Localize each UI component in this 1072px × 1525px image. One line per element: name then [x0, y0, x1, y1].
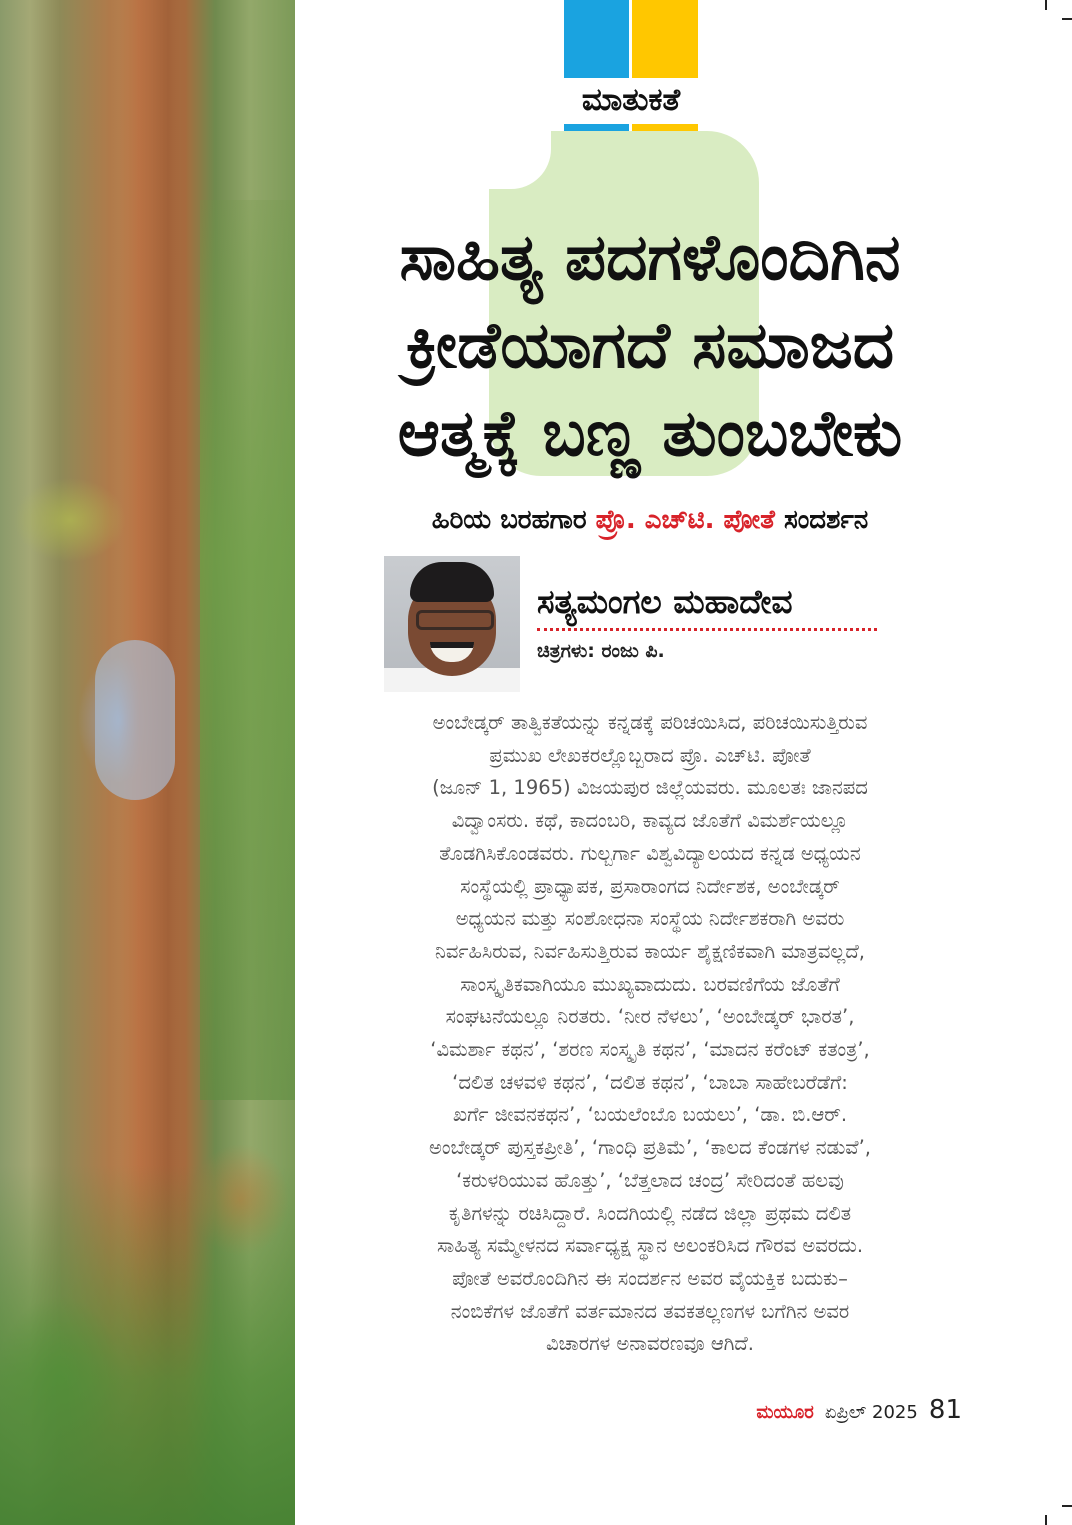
foliage-blur: [200, 200, 295, 1100]
headline: [300, 214, 1000, 478]
author-hair: [410, 562, 494, 602]
headline-line-1: ಸಾಹಿತ್ಯ ಪದಗಳೊಂದಿಗಿನ: [399, 221, 901, 295]
intro-line: ಸಾಹಿತ್ಯ ಸಮ್ಮೇಳನದ ಸರ್ವಾಧ್ಯಕ್ಷ ಸ್ಥಾನ ಅಲಂಕರಿಸಿದ ಗೌರವ ಅವರದು.: [436, 1234, 864, 1258]
issue-date: ಏಪ್ರಿಲ್ 2025: [824, 1402, 918, 1423]
intro-line: ನಿರ್ವಹಿಸಿರುವ, ನಿರ್ವಹಿಸುತ್ತಿರುವ ಕಾರ್ಯ ಶೈಕ್ಷಣಿಕವಾಗಿ ಮಾತ್ರವಲ್ಲದೆ,: [435, 939, 865, 963]
crop-mark-top: [1045, 0, 1047, 10]
logo-blue-block: [564, 0, 629, 78]
author-name: ಸತ್ಯಮಂಗಲ ಮಹಾದೇವ: [537, 582, 793, 621]
crop-mark-right-top: [1062, 18, 1072, 20]
magazine-name: ಮಯೂರ: [756, 1402, 814, 1423]
author-glasses: [416, 610, 494, 630]
subtitle-suffix: ಸಂದರ್ಶನ: [783, 505, 869, 535]
crop-mark-bottom: [1045, 1515, 1047, 1525]
intro-line: ಕೃತಿಗಳನ್ನು ರಚಿಸಿದ್ದಾರೆ. ಸಿಂದಗಿಯಲ್ಲಿ ನಡೆದ ಜಿಲ್ಲಾ ಪ್ರಥಮ ದಲಿತ: [448, 1201, 852, 1225]
garden-photo: [0, 0, 295, 1525]
author-photo: [384, 556, 520, 692]
intro-line: ‘ವಿಮರ್ಶಾ ಕಥನ’, ‘ಶರಣ ಸಂಸ್ಕೃತಿ ಕಥನ’, ‘ಮಾದನ ಕರೆಂಟ್ ಕತಂತ್ರ’,: [430, 1038, 870, 1062]
intro-line: ಪ್ರಮುಖ ಲೇಖಕರಲ್ಲೊಬ್ಬರಾದ ಪ್ರೊ. ಎಚ್‌ಟಿ. ಪೋತೆ: [489, 743, 811, 767]
intro-line: ತೊಡಗಿಸಿಕೊಂಡವರು. ಗುಲ್ಬರ್ಗಾ ವಿಶ್ವವಿದ್ಯಾಲಯದ ಕನ್ನಡ ಅಧ್ಯಯನ: [439, 841, 861, 865]
crop-mark-right-bottom: [1062, 1505, 1072, 1507]
intro-line: ಅಧ್ಯಯನ ಮತ್ತು ಸಂಶೋಧನಾ ಸಂಸ್ಥೆಯ ನಿರ್ದೇಶಕರಾಗಿ ಅವರು: [455, 907, 845, 931]
subtitle-interviewee: ಪ್ರೊ. ಎಚ್‌ಟಿ. ಪೋತೆ: [595, 505, 775, 535]
intro-line: ಅಂಬೇಡ್ಕರ್ ತಾತ್ವಿಕತೆಯನ್ನು ಕನ್ನಡಕ್ಕೆ ಪರಿಚಯಿಸಿದ, ಪರಿಚಯಿಸುತ್ತಿರುವ: [432, 711, 868, 734]
intro-line: ವಿದ್ವಾಂಸರು. ಕಥೆ, ಕಾದಂಬರಿ, ಕಾವ್ಯದ ಜೊತೆಗೆ ವಿಮರ್ಶೆಯಲ್ಲೂ: [451, 809, 849, 833]
intro-line: ನಂಬಿಕೆಗಳ ಜೊತೆಗೆ ವರ್ತಮಾನದ ತವಕತಲ್ಲಣಗಳ ಬಗೆಗಿನ ಅವರ: [450, 1299, 850, 1323]
intro-line: ‘ದಲಿತ ಚಳವಳಿ ಕಥನ’, ‘ದಲಿತ ಕಥನ’, ‘ಬಾಬಾ ಸಾಹೇಬರೆಡೆಗೆ:: [452, 1070, 848, 1094]
logo-yellow-block: [632, 0, 698, 78]
subtitle-prefix: ಹಿರಿಯ ಬರಹಗಾರ: [431, 505, 587, 535]
intro-line: (ಜೂನ್ 1, 1965) ವಿಜಯಪುರ ಜಿಲ್ಲೆಯವರು. ಮೂಲತಃ ಜಾನಪದ: [432, 776, 868, 800]
intro-paragraph: [318, 707, 982, 1361]
intro-line: ಸಾಂಸ್ಕೃತಿಕವಾಗಿಯೂ ಮುಖ್ಯವಾದುದು. ಬರವಣಿಗೆಯ ಜೊತೆಗೆ: [460, 972, 840, 996]
page-number: 81: [928, 1395, 962, 1425]
headline-line-2: ಕ್ರೀಡೆಯಾಗದೆ ಸಮಾಜದ: [405, 309, 895, 383]
intro-line: ಸಂಘಟನೆಯಲ್ಲೂ ನಿರತರು. ‘ನೀರ ನೆಳಲು’, ‘ಅಂಬೇಡ್ಕರ್ ಭಾರತ’,: [445, 1005, 855, 1029]
background-blur: [95, 640, 175, 800]
intro-line: ಅಂಬೇಡ್ಕರ್ ಪುಸ್ತಕಪ್ರೀತಿ’, ‘ಗಾಂಧಿ ಪ್ರತಿಮೆ’, ‘ಕಾಲದ ಕೆಂಡಗಳ ನಡುವೆ’,: [429, 1136, 871, 1160]
subtitle: [300, 500, 1000, 540]
intro-line: ಖರ್ಗೆ ಜೀವನಕಥನ’, ‘ಬಯಲೆಂಬೊ ಬಯಲು’, ‘ಡಾ. ಬಿ.ಆರ್.: [452, 1103, 848, 1127]
section-label: ಮಾತುಕತೆ: [581, 82, 681, 118]
foliage-bottom: [0, 1165, 295, 1525]
intro-line: ಸಂಸ್ಥೆಯಲ್ಲಿ ಪ್ರಾಧ್ಯಾಪಕ, ಪ್ರಸಾರಾಂಗದ ನಿರ್ದೇಶಕ, ಅಂಬೇಡ್ಕರ್: [460, 874, 840, 898]
author-divider: [537, 628, 877, 631]
page-footer: [700, 1390, 962, 1430]
intro-line: ವಿಚಾರಗಳ ಅನಾವರಣವೂ ಆಗಿದೆ.: [546, 1332, 754, 1356]
intro-line: ‘ಕರುಳರಿಯುವ ಹೊತ್ತು’, ‘ಬೆತ್ತಲಾದ ಚಂದ್ರ’ ಸೇರಿದಂತೆ ಹಲವು: [456, 1168, 844, 1192]
intro-line: ಪೋತೆ ಅವರೊಂದಿಗಿನ ಈ ಸಂದರ್ಶನ ಅವರ ವೈಯಕ್ತಿಕ ಬದುಕು–: [452, 1266, 848, 1290]
section-logo: [564, 0, 698, 148]
photo-credit: ಚಿತ್ರಗಳು: ರಂಜು ಪಿ.: [537, 640, 665, 662]
headline-line-3: ಆತ್ಮಕ್ಕೆ ಬಣ್ಣ ತುಂಬಬೇಕು: [397, 397, 903, 471]
